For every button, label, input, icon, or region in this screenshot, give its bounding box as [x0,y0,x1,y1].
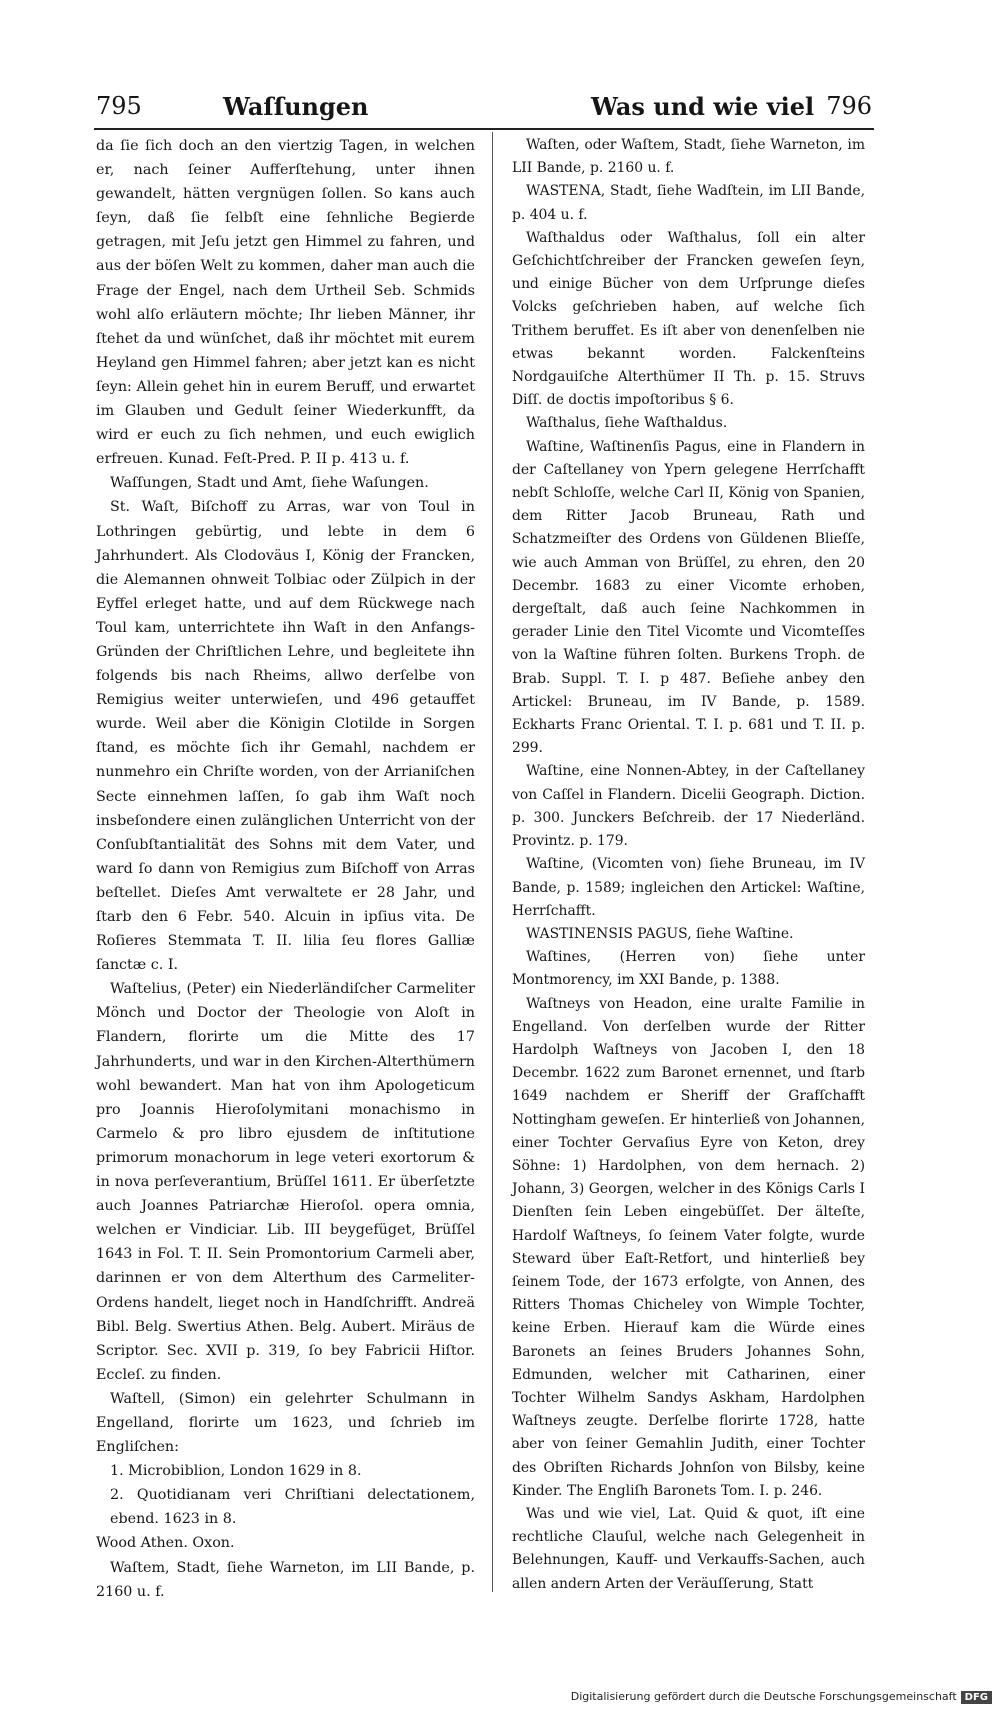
left-entry: da ſie ſich doch an den viertzig Tagen, in welchen er, nach ſeiner Aufferſtehung, unter ihnen gewandelt, hätten vergnügen ſollen. So kans auch ſeyn, daß ſie ſelbſt eine ſehnliche Begierde getragen, mit Jeſu jetzt gen Himmel zu fahren, und aus der böſen Welt zu kommen, daher man auch die Frage der Engel, nach dem Urtheil Seb. Schmids wohl alſo erläutern möchte; Ihr lieben Männer, ihr ſtehet da und wünſchet, daß ihr möchtet mit eurem Heyland gen Himmel fahren; aber jetzt kan es nicht ſeyn: Allein gehet hin in eurem Beruff, und erwartet im Glauben und Gedult ſeiner Wiederkunfft, da wird er euch zu ſich nehmen, und euch ewiglich erfreuen. Kunad. Feſt-Pred. P. II p. 413 u. f. [96,138,475,468]
right-running-keyword: Was und wie viel [591,92,815,121]
right-entry: Waſthaldus oder Waſthalus, ſoll ein alter Geſchichtſchreiber der Francken geweſen ſeyn, und einige Bücher von dem Urſprunge dieſes Volcks geſchrieben haben, auf welche ſich Trithem beruffet. Es iſt aber von denenſelben nie etwas bekannt worden. Falckenſteins Nordgauiſche Alterthümer II Th. p. 15. Struvs Diſſ. de doctis impoſtoribus § 6. [512,229,865,409]
right-entry: Waſten, oder Waſtem, Stadt, ſiehe Warneton, im LII Bande, p. 2160 u. f. [512,137,865,177]
right-entry: WASTENA, Stadt, ſiehe Wadſtein, im LII Bande, p. 404 u. f. [512,183,865,223]
left-entry: Waſſungen, Stadt und Amt, ſiehe Waſungen. [110,475,429,492]
left-entry: Waſtelius, (Peter) ein Niederländiſcher Carmeliter Mönch und Doctor der Theologie von Aloſt in Flandern, florirte um die Mitte des 17 Jahrhunderts, und war in den Kirchen-Alterthümern wohl bewandert. Man hat von ihm Apologeticum pro Joannis Hieroſolymitani monachismo in Carmelo & pro libro ejusdem de inſtitutione primorum monachorum in lege veteri exortorum & in nova perſeverantium, Brüſſel 1611. Er überſetzte auch Joannes Patriarchæ Hieroſol. opera omnia, welchen er Vindiciar. Lib. III beygefüget, Brüſſel 1643 in Fol. T. II. Sein Promontorium Carmeli aber, darinnen er von dem Alterthum des Carmeliter-Ordens handelt, lieget noch in Handſchrifft. Andreä Bibl. Belg. Swertius Athen. Belg. Aubert. Miräus de Scriptor. Sec. XVII p. 319, ſo bey Fabricii Hiſtor. Eccleſ. zu finden. [96,981,475,1383]
column-divider [492,132,493,1592]
left-entry: Waſtell, (Simon) ein gelehrter Schulmann in Engelland, florirte um 1623, und ſchrieb im Engliſchen: [96,1390,475,1456]
left-page-number: 795 [96,92,142,120]
right-entry: Waſtine, Waſtinenſis Pagus, eine in Flandern in der Caſtellaney von Ypern gelegene Herrſchafft nebſt Schloſſe, welche Carl II, König von Spanien, dem Ritter Jacob Bruneau, Rath und Schatzmeiſter des Ordens von Güldenen Blieſſe, wie auch Amman von Brüſſel, zu ehren, den 20 Decembr. 1683 zu einer Vicomte erhoben, dergeſtalt, daß auch ſeine Nachkommen in gerader Linie den Titel Vicomte und Vicomteſſes von la Waſtine führen ſolten. Burkens Troph. de Brab. Suppl. T. I. p 487. Beſiehe anbey den Artickel: Bruneau, im IV Bande, p. 1589. Eckharts Franc Oriental. T. I. p. 681 und T. II. p. 299. [512,438,865,757]
right-page-number: 796 [826,92,872,120]
left-running-keyword: Waſſungen [223,92,369,121]
digitization-credit [571,1690,992,1704]
dfg-logo: DFG [961,1691,992,1704]
running-header [96,92,872,126]
left-entry: St. Waſt, Biſchoff zu Arras, war von Toul in Lothringen gebürtig, und lebte in dem 6 Jahrhundert. Als Clodoväus I, König der Francken, die Alemannen ohnweit Tolbiac oder Zülpich in der Eyffel erleget hatte, und auf dem Rückwege nach Toul kam, unterrichtete ihn Waſt in den Anfangs-Gründen der Chriſtlichen Lehre, und begleitete ihn folgends bis nach Rheims, allwo derſelbe von Remigius weiter unterwieſen, und 496 getauffet wurde. Weil aber die Königin Clotilde in Sorgen ſtand, es möchte ſich ihr Gemahl, nachdem er nunmehro ein Chriſte worden, von der Arrianiſchen Secte einnehmen laſſen, ſo gab ihm Waſt noch insbeſondere einen zulänglichen Unterricht von der Conſubſtantialität des Sohns mit dem Vater, und ward ſo dann von Remigius zum Biſchoff von Arras beſtellet. Dieſes Amt verwaltete er 28 Jahr, und ſtarb den 6 Febr. 540. Alcuin in ipſius vita. De Roſieres Stemmata T. II. lilia ſeu flores Galliæ ſanctæ c. I. [96,499,475,974]
left-column [96,134,475,1604]
right-entry: Waſthalus, ſiehe Waſthaldus. [526,415,728,432]
right-entry: Waſtines, (Herren von) ſiehe unter Montmorency, im XXI Bande, p. 1388. [512,949,865,989]
left-list-item: 1. Microbiblion, London 1629 in 8. [110,1463,362,1480]
right-entry: Waſtine, (Vicomten von) ſiehe Bruneau, im IV Bande, p. 1589; ingleichen den Artickel: Waſtine, Herrſchafft. [512,856,865,919]
right-entry: Waſtneys von Headon, eine uralte Familie in Engelland. Von derſelben wurde der Ritter Hardolph Waſtneys von Jacoben I, den 18 Decembr. 1622 zum Baronet ernennet, und ſtarb 1649 nachdem er Sheriff der Grafſchafft Nottingham geweſen. Er hinterließ von Johannen, einer Tochter Gervaſius Eyre von Keton, drey Söhne: 1) Hardolphen, von dem hernach. 2) Johann, 3) Georgen, welcher in des Königs Carls I Dienſten ſein Leben eingebüſſet. Der älteſte, Hardolf Waſtneys, ſo ſeinem Vater folgte, wurde Steward über Eaſt-Retfort, und hinterließ bey ſeinem Tode, der 1673 erfolgte, von Annen, des Ritters Thomas Chicheley von Wimple Tochter, keine Erben. Hierauf kam die Würde eines Baronets an ſeines Bruders Johannes Sohn, Edmunden, welcher mit Catharinen, einer Tochter Wilhelm Sandys Askham, Hardolphen Waſtneys zeugte. Derſelbe florirte 1728, hatte aber von ſeiner Gemahlin Judith, einer Tochter des Obriſten Richards Johnſon von Bilsby, keine Kinder. The Engliſh Baronets Tom. I. p. 246. [512,995,865,1499]
left-entry: Waſtem, Stadt, ſiehe Warneton, im LII Bande, p. 2160 u. f. [96,1559,475,1600]
left-list-item: 2. Quotidianam veri Chriſtiani delectationem, ebend. 1623 in 8. [110,1487,475,1528]
right-entry: Was und wie viel, Lat. Quid & quot, iſt eine rechtliche Clauſul, welche nach Gelegenheit in Belehnungen, Kauff- und Verkauffs-Sachen, auch allen andern Arten der Veräuſſerung, Statt [512,1505,865,1592]
left-citation: Wood Athen. Oxon. [96,1535,235,1552]
right-column [512,134,865,1596]
right-entry: Waſtine, eine Nonnen-Abtey, in der Caſtellaney von Caſſel in Flandern. Dicelii Geograph. Diction. p. 300. Junckers Beſchreib. der 17 Niederländ. Provintz. p. 179. [512,763,865,850]
right-entry: WASTINENSIS PAGUS, ſiehe Waſtine. [526,925,794,942]
credit-text: Digitalisierung gefördert durch die Deutsche Forschungsgemeinschaft [570,1690,957,1703]
header-rule [94,128,874,130]
